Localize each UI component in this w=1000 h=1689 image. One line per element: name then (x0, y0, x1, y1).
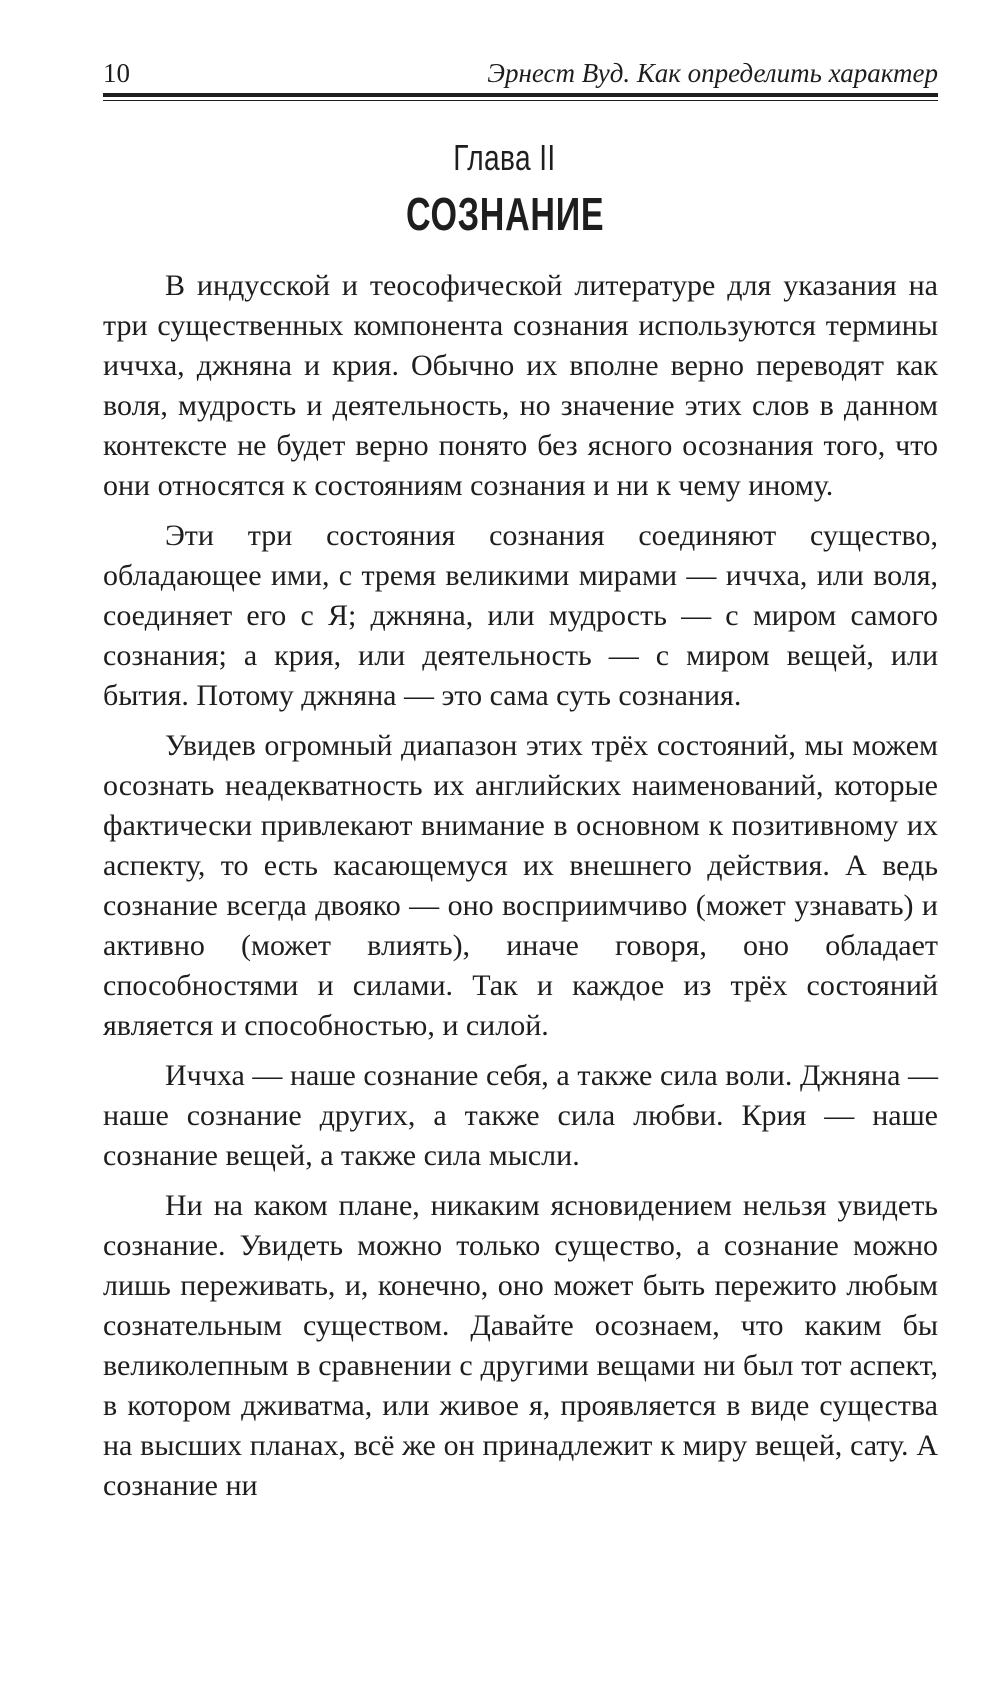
page-header (103, 55, 938, 95)
paragraph: Ни на каком плане, никаким ясновидением нельзя увидеть сознание. Увидеть можно только существо, а сознание можно лишь переживать, и, конечно, оно может быть пережито любым сознательным существом. Давайте осознаем, что каким бы великолепным в сравнении с другими вещами ни был тот аспект, в котором дживатма, или живое я, проявляется в виде существа на высших планах, всё же он принадлежит к миру вещей, сату. А сознание ни (103, 1189, 938, 1502)
chapter-label: Глава II (453, 137, 556, 178)
running-head: Эрнест Вуд. Как определить характер (487, 58, 938, 88)
paragraph: В индусской и теософической литературе для указания на три существенных компонента сознания используются термины иччха, джняна и крия. Обычно их вполне верно переводят как воля, мудрость и деятельность, но значение этих слов в данном контексте не будет верно понято без ясного осознания того, что они относятся к состояниям сознания и ни к чему иному. (103, 269, 938, 502)
paragraph: Эти три состояния сознания соединяют существо, обладающее ими, с тремя великими мирами — иччха, или воля, соединяет его с Я; джняна, или мудрость — с миром самого сознания; а крия, или деятельность — с миром вещей, или бытия. Потому джняна — это сама суть сознания. (103, 519, 938, 712)
chapter-title: СОЗНАНИЕ (406, 188, 605, 240)
paragraph: Увидев огромный диапазон этих трёх состояний, мы можем осознать неадекватность их английских наименований, которые фактически привлекают внимание в основном к позитивному их аспекту, то есть касающемуся их внешнего действия. А ведь сознание всегда двояко — оно восприимчиво (может узнавать) и активно (может влиять), иначе говоря, оно обладает способностями и силами. Так и каждое из трёх состояний является и способностью, и силой. (103, 729, 938, 1042)
header-rule-thin (103, 100, 938, 101)
body-text (103, 266, 938, 1506)
paragraph: Иччха — наше сознание себя, а также сила воли. Джняна — наше сознание других, а также сила любви. Крия — наше сознание вещей, а также сила мысли. (103, 1059, 938, 1172)
header-rule-thick (103, 93, 938, 97)
page-number: 10 (103, 58, 130, 88)
